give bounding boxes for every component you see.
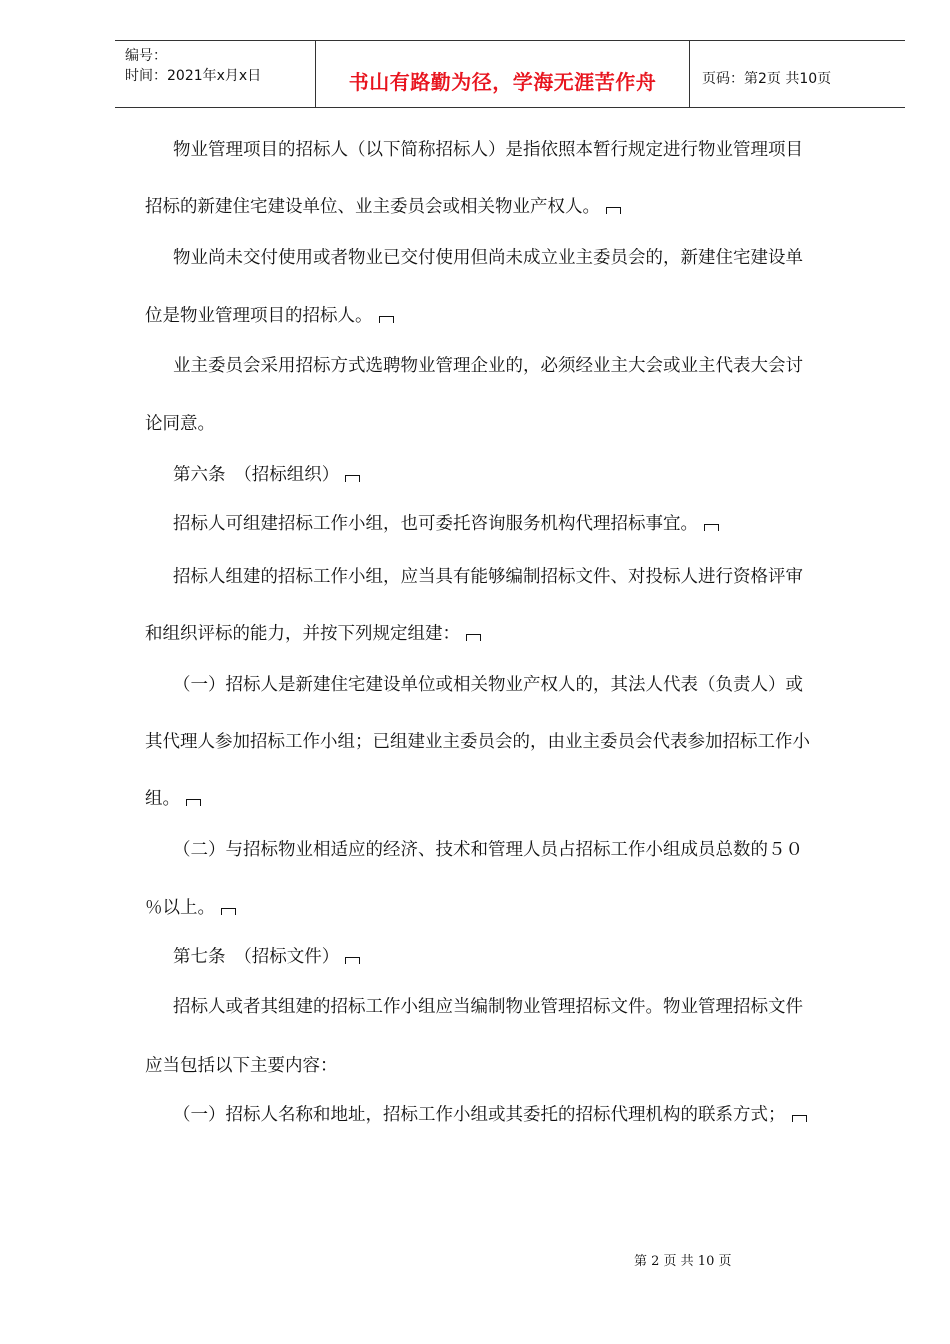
body-line-text: （二）与招标物业相适应的经济、技术和管理人员占招标工作小组成员总数的５０ — [173, 840, 803, 860]
header-motto-cell — [316, 41, 690, 107]
paragraph-mark-icon — [792, 1115, 807, 1122]
paragraph-mark-icon — [221, 908, 236, 915]
body-line-text: 招标的新建住宅建设单位、业主委员会或相关物业产权人。 — [145, 193, 621, 218]
paragraph-mark-icon — [186, 799, 201, 806]
body-line-text: 招标人或者其组建的招标工作小组应当编制物业管理招标文件。物业管理招标文件 — [173, 997, 803, 1017]
body-line-text: 其代理人参加招标工作小组；已组建业主委员会的，由业主委员会代表参加招标工作小 — [145, 732, 810, 752]
body-line-text: 业主委员会采用招标方式选聘物业管理企业的，必须经业主大会或业主代表大会讨 — [173, 356, 803, 376]
serial-label: 编号： — [125, 48, 167, 64]
motto-text: 书山有路勤为径，学海无涯苦作舟 — [348, 70, 657, 94]
body-line-text: ％以上。 — [145, 894, 236, 919]
body-line-text: （一）招标人名称和地址，招标工作小组或其委托的招标代理机构的联系方式； — [173, 1101, 807, 1126]
body-line-text: 组。 — [145, 785, 201, 810]
body-line-text: 论同意。 — [145, 414, 215, 434]
header-meta-cell — [115, 41, 316, 107]
body-line-text: 物业尚未交付使用或者物业已交付使用但尚未成立业主委员会的，新建住宅建设单 — [173, 248, 803, 268]
paragraph-mark-icon — [379, 316, 394, 323]
body-line-text: 第六条 （招标组织） — [173, 461, 360, 486]
page-header — [115, 40, 905, 108]
page-footer: 第 2 页 共 10 页 — [634, 1254, 732, 1269]
page-info: 页码：第2页 共10页 — [702, 71, 832, 87]
body-line-text: 应当包括以下主要内容： — [145, 1056, 338, 1076]
paragraph-mark-icon — [606, 207, 621, 214]
body-line-text: 招标人组建的招标工作小组，应当具有能够编制招标文件、对投标人进行资格评审 — [173, 567, 803, 587]
body-line-text: 招标人可组建招标工作小组，也可委托咨询服务机构代理招标事宜。 — [173, 510, 719, 535]
time-label: 时间：2021年x月x日 — [125, 68, 262, 84]
paragraph-mark-icon — [345, 475, 360, 482]
body-line-text: 物业管理项目的招标人（以下简称招标人）是指依照本暂行规定进行物业管理项目 — [173, 140, 803, 160]
paragraph-mark-icon — [345, 957, 360, 964]
paragraph-mark-icon — [704, 524, 719, 531]
paragraph-mark-icon — [466, 634, 481, 641]
body-line-text: 第七条 （招标文件） — [173, 943, 360, 968]
header-page-cell — [690, 41, 905, 107]
body-line-text: 和组织评标的能力，并按下列规定组建： — [145, 620, 481, 645]
body-line-text: （一）招标人是新建住宅建设单位或相关物业产权人的，其法人代表（负责人）或 — [173, 675, 803, 695]
body-line-text: 位是物业管理项目的招标人。 — [145, 302, 394, 327]
